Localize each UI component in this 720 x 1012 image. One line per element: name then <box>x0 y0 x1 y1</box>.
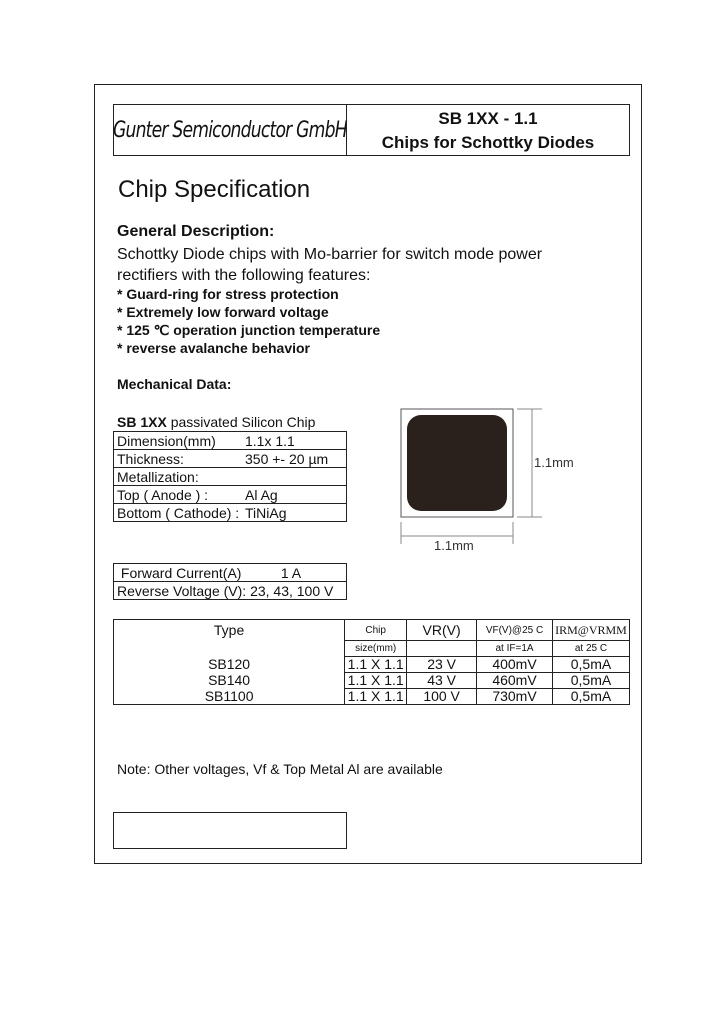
general-heading: General Description: <box>117 223 275 240</box>
column-subheader <box>407 641 477 657</box>
product-name: Chips for Schottky Diodes <box>381 133 595 152</box>
table-row <box>114 673 630 689</box>
part-number: SB 1XX - 1.1 <box>438 109 538 128</box>
company-box <box>113 104 347 156</box>
feature-item: * Guard-ring for stress protection <box>117 286 339 302</box>
table-cell: 0,5mA <box>552 689 629 705</box>
table-row <box>114 468 347 486</box>
feature-item: * reverse avalanche behavior <box>117 340 311 356</box>
spec-value: 1.1x 1.1 <box>245 432 295 449</box>
column-subheader <box>114 641 345 657</box>
table-row <box>114 657 630 673</box>
table-cell: 23 V <box>407 657 477 673</box>
column-header: Type <box>114 620 345 641</box>
table-row <box>114 564 347 582</box>
table-header-row <box>114 620 630 641</box>
rating-value: 1 A <box>280 564 302 581</box>
availability-note: Note: Other voltages, Vf & Top Metal Al are available <box>117 761 443 777</box>
feature-list <box>117 285 380 357</box>
general-text: Schottky Diode chips with Mo-barrier for switch mode power rectifiers with the following features: <box>117 246 543 284</box>
chip-caption-rest: passivated Silicon Chip <box>166 414 316 430</box>
table-cell: 1.1 X 1.1 <box>345 689 407 705</box>
table-header-row <box>114 641 630 657</box>
table-row <box>114 689 630 705</box>
rating-value: 23, 43, 100 V <box>250 582 334 599</box>
ratings-table <box>113 563 347 600</box>
spec-value: 350 +- 20 µm <box>245 450 329 467</box>
column-subheader: size(mm) <box>345 641 407 657</box>
column-header: IRM@VRMM <box>552 620 629 641</box>
chip-caption <box>117 414 315 430</box>
table-cell: 43 V <box>407 673 477 689</box>
table-cell: 0,5mA <box>552 673 629 689</box>
chip-die <box>407 415 507 511</box>
height-label: 1.1mm <box>534 455 574 470</box>
feature-item: * Extremely low forward voltage <box>117 304 329 320</box>
table-cell: 1.1 X 1.1 <box>345 657 407 673</box>
spec-key: Metallization: <box>117 468 199 485</box>
column-subheader: at IF=1A <box>477 641 553 657</box>
column-header: Chip <box>345 620 407 641</box>
spec-key: Top ( Anode ) : <box>117 486 209 503</box>
feature-item: * 125 ℃ operation junction temperature <box>117 322 381 338</box>
type-cell: SB120 <box>114 657 345 673</box>
mechanical-heading: Mechanical Data: <box>117 376 232 392</box>
spec-value: Al Ag <box>245 486 278 503</box>
column-subheader: at 25 C <box>552 641 629 657</box>
table-cell: 400mV <box>477 657 553 673</box>
column-header: VF(V)@25 C <box>477 620 553 641</box>
spec-key: Thickness: <box>117 450 184 467</box>
rating-label: Reverse Voltage (V): <box>117 582 247 599</box>
mechanical-table <box>113 431 347 522</box>
company-name: Gunter Semiconductor GmbH <box>113 117 347 143</box>
rating-label: Forward Current(A) <box>120 564 242 581</box>
width-label: 1.1mm <box>434 538 474 553</box>
table-row <box>114 432 347 450</box>
chip-caption-bold: SB 1XX <box>117 414 167 430</box>
table-row <box>114 450 347 468</box>
page-title: Chip Specification <box>118 176 311 203</box>
table-cell: 0,5mA <box>552 657 629 673</box>
types-table <box>113 619 630 705</box>
table-cell: 100 V <box>407 689 477 705</box>
product-box <box>346 104 630 156</box>
blank-box <box>113 812 347 849</box>
table-row <box>114 504 347 522</box>
spec-value: TiNiAg <box>245 504 287 521</box>
column-header: VR(V) <box>407 620 477 641</box>
chip-drawing <box>396 404 584 554</box>
type-cell: SB1100 <box>114 689 345 705</box>
table-row <box>114 486 347 504</box>
spec-key: Bottom ( Cathode) : <box>117 504 240 521</box>
table-cell: 460mV <box>477 673 553 689</box>
type-cell: SB140 <box>114 673 345 689</box>
table-row <box>114 582 347 600</box>
spec-key: Dimension(mm) <box>117 432 216 449</box>
table-cell: 730mV <box>477 689 553 705</box>
table-cell: 1.1 X 1.1 <box>345 673 407 689</box>
